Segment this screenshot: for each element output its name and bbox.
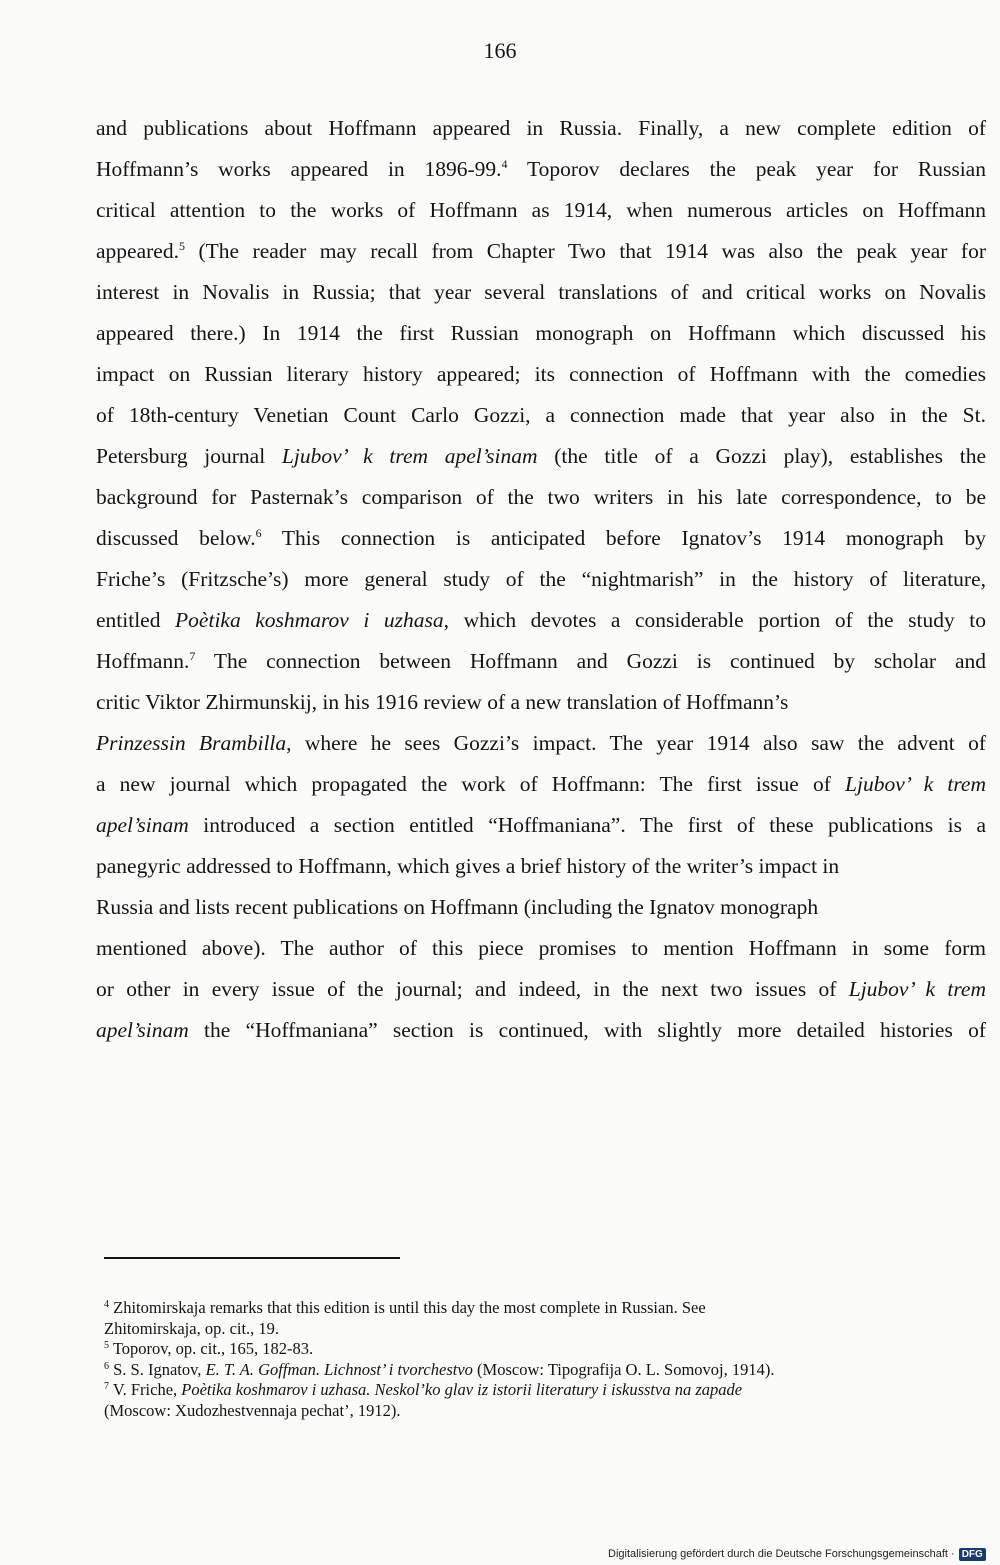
footnote-separator (104, 1257, 400, 1259)
text-line: background for Pasternak’s comparison of the two writers in his late correspondence, to be (96, 485, 986, 509)
footnote-6: $^6$ S. S. Ignatov, E. T. A. Goffman. Lichnost’ i tvorchestvo (Moscow: Tipografija O. L. Somovoj, 1914). (104, 1359, 775, 1379)
footnote-5: $^5$ Toporov, op. cit., 165, 182-83. (104, 1339, 314, 1358)
text-line: appeared.$^5$ (The reader may recall from Chapter Two that 1914 was also the peak year for (96, 239, 986, 263)
text-line: a new journal which propagated the work of Hoffmann: The first issue of Ljubov’ k trem (96, 772, 986, 796)
footnote-ref-4: 4 (501, 157, 508, 171)
text-line: Hoffmann.$^7$ The connection between Hoffmann and Gozzi is continued by scholar and (96, 649, 986, 673)
footnote-ref-6: 6 (255, 526, 262, 540)
text-line: apel’sinam the “Hoffmaniana” section is continued, with slightly more detailed histories of (96, 1018, 986, 1042)
scan-footer (608, 1546, 986, 1562)
text-line: interest in Novalis in Russia; that year several translations of and critical works on Novalis (96, 280, 986, 304)
text-line: critical attention to the works of Hoffmann as 1914, when numerous articles on Hoffmann (96, 198, 986, 222)
footnote-7: $^7$ V. Friche, Poètika koshmarov i uzhasa. Neskol’ko glav iz istorii literatury i iskusstva na zapade (104, 1380, 743, 1399)
text-line: appeared there.) In 1914 the first Russian monograph on Hoffmann which discussed his (96, 321, 986, 345)
footnote-4-continued: Zhitomirskaja, op. cit., 19. (104, 1318, 280, 1338)
text-line: critic Viktor Zhirmunskij, in his 1916 review of a new translation of Hoffmann’s (96, 690, 789, 714)
scan-footer-text: Digitalisierung gefördert durch die Deutsche Forschungsgemeinschaft · (608, 1548, 955, 1560)
text-line: panegyric addressed to Hoffmann, which gives a brief history of the writer’s impact in (96, 854, 840, 878)
text-line: Petersburg journal Ljubov’ k trem apel’sinam (the title of a Gozzi play), establishes the (96, 444, 986, 468)
footnote-ref-5: 5 (178, 239, 185, 253)
text-line: and publications about Hoffmann appeared in Russia. Finally, a new complete edition of (96, 116, 986, 140)
footnote-4: $^4$ Zhitomirskaja remarks that this edition is until this day the most complete in Russian. See (104, 1298, 706, 1317)
text-line: Hoffmann’s works appeared in 1896-99.$^4$ Toporov declares the peak year for Russian (96, 157, 986, 181)
text-line: entitled Poètika koshmarov i uzhasa, which devotes a considerable portion of the study to (96, 608, 987, 632)
body-text (96, 108, 986, 1051)
footnote-ref-7: 7 (189, 649, 196, 663)
text-line: impact on Russian literary history appeared; its connection of Hoffmann with the comedies (96, 362, 986, 386)
text-line: or other in every issue of the journal; and indeed, in the next two issues of Ljubov’ k trem (96, 977, 986, 1001)
page-number: 166 (483, 38, 517, 63)
text-line: Russia and lists recent publications on Hoffmann (including the Ignatov monograph (96, 895, 819, 919)
text-line: of 18th-century Venetian Count Carlo Gozzi, a connection made that year also in the St. (96, 403, 986, 427)
text-line: apel’sinam introduced a section entitled “Hoffmaniana”. The first of these publications is a (96, 813, 986, 837)
dfg-logo: DFG (959, 1548, 986, 1561)
text-line: Friche’s (Fritzsche’s) more general study of the “nightmarish” in the history of literature, (96, 567, 986, 591)
footnote-7-continued: (Moscow: Xudozhestvennaja pechat’, 1912). (104, 1400, 401, 1420)
text-line: mentioned above). The author of this piece promises to mention Hoffmann in some form (96, 936, 986, 960)
footnotes (104, 1298, 984, 1421)
text-line: discussed below.$^6$ This connection is anticipated before Ignatov’s 1914 monograph by (96, 526, 986, 550)
text-line: Prinzessin Brambilla, where he sees Gozzi’s impact. The year 1914 also saw the advent of (96, 731, 986, 755)
